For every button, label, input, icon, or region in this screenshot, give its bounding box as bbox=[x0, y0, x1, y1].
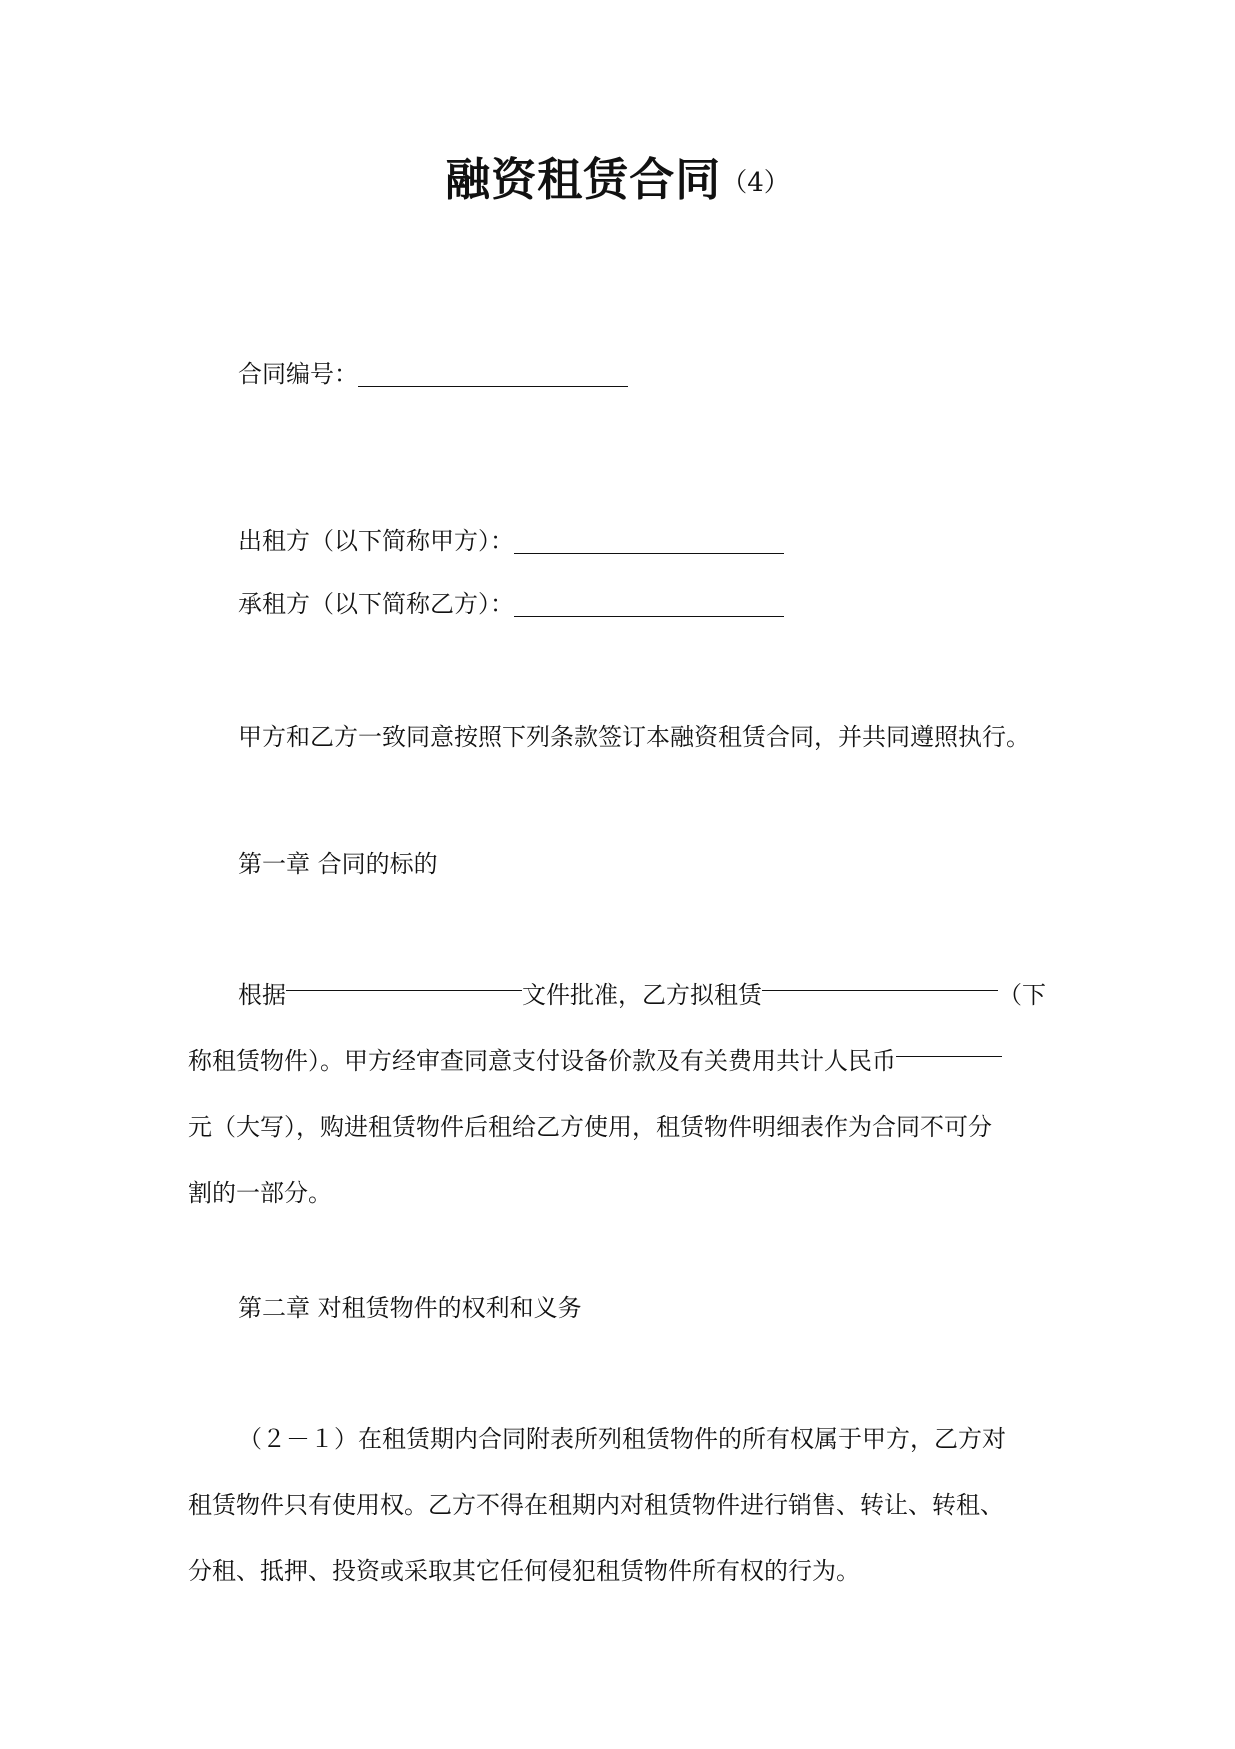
chapter2-heading: 第二章 对租赁物件的权利和义务 bbox=[238, 1294, 582, 1322]
chapter1-row-3: 元（大写），购进租赁物件后租给乙方使用，租赁物件明细表作为合同不可分 bbox=[188, 1113, 992, 1141]
chapter1-paragraph bbox=[188, 962, 1068, 1226]
clause-2-1-row-2: 租赁物件只有使用权。乙方不得在租期内对租赁物件进行销售、转让、转租、 bbox=[188, 1491, 1004, 1519]
chapter1-row-1: 根据 文件批准，乙方拟租赁 （下 bbox=[188, 962, 1068, 1028]
agreement-text: 甲方和乙方一致同意按照下列条款签订本融资租赁合同，并共同遵照执行。 bbox=[238, 723, 1030, 751]
lessee-label: 承租方（以下简称乙方）： bbox=[238, 590, 514, 618]
lessor-line bbox=[238, 525, 784, 557]
amount-blank bbox=[896, 1028, 1002, 1057]
leased-item-blank bbox=[762, 962, 998, 991]
document-title bbox=[0, 152, 1235, 211]
chapter1-row-2: 称租赁物件）。甲方经审查同意支付设备价款及有关费用共计人民币 bbox=[188, 1028, 1068, 1094]
lessor-label: 出租方（以下简称甲方）： bbox=[238, 527, 514, 555]
contract-number-label: 合同编号： bbox=[238, 360, 358, 388]
clause-2-1-paragraph bbox=[188, 1406, 1068, 1604]
agreement-line bbox=[238, 721, 1030, 753]
lessee-blank bbox=[514, 588, 784, 617]
lessor-blank bbox=[514, 525, 784, 554]
chapter1-heading: 第一章 合同的标的 bbox=[238, 850, 438, 878]
title-main: 融资租赁合同 bbox=[445, 153, 722, 206]
title-suffix: （4） bbox=[721, 168, 790, 198]
clause-2-1-row-1: （２－１）在租赁期内合同附表所列租赁物件的所有权属于甲方，乙方对 bbox=[238, 1425, 1006, 1453]
clause-2-1-row-3: 分租、抵押、投资或采取其它任何侵犯租赁物件所有权的行为。 bbox=[188, 1557, 860, 1585]
lessee-line bbox=[238, 588, 784, 620]
contract-number-blank bbox=[358, 358, 628, 387]
chapter1-row-4: 割的一部分。 bbox=[188, 1179, 332, 1207]
contract-number-line bbox=[238, 358, 628, 390]
approval-document-blank bbox=[286, 962, 522, 991]
